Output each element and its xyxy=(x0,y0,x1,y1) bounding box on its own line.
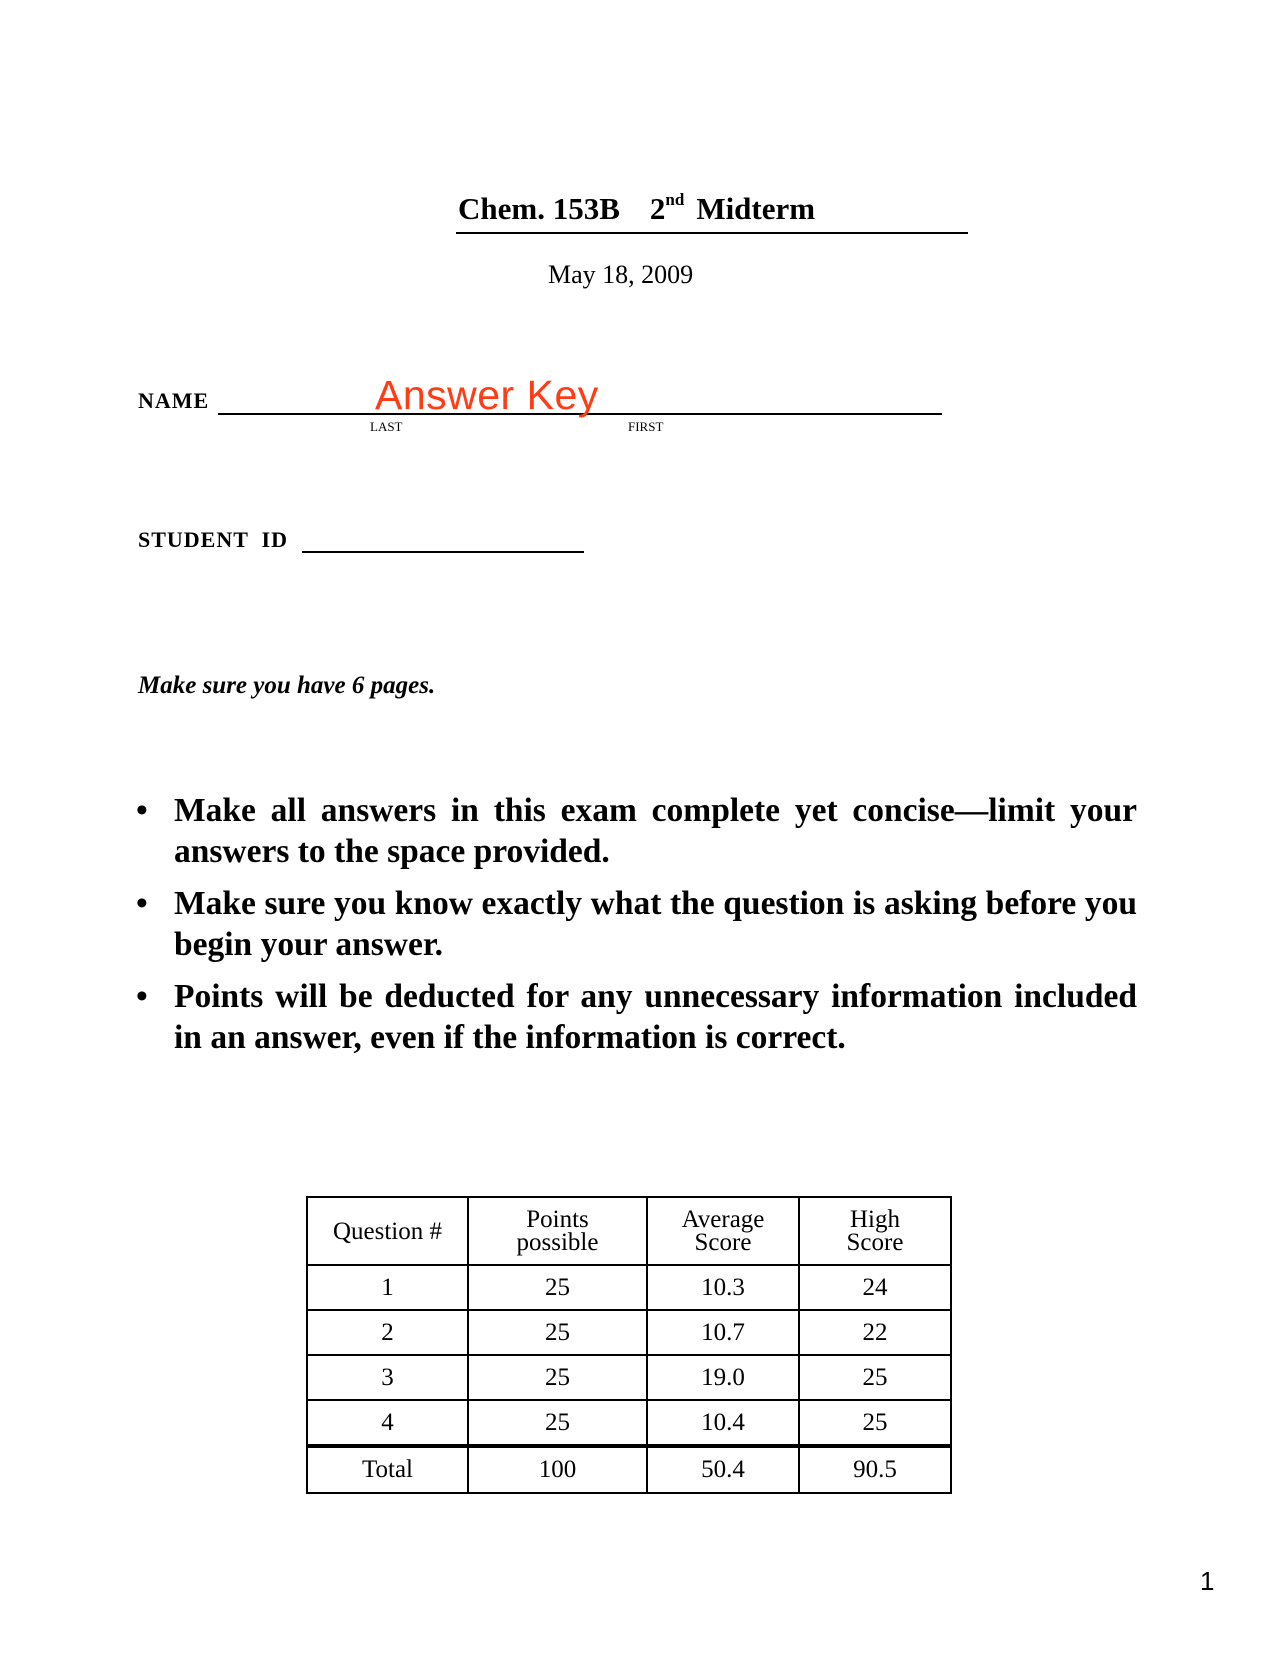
name-label: NAME xyxy=(138,388,210,413)
cell-total-average: 50.4 xyxy=(647,1446,799,1493)
exam-title xyxy=(456,190,968,234)
first-name-sublabel: FIRST xyxy=(628,419,664,434)
instruction-text: Make all answers in this exam complete yet concise—limit your answers to the space provided. xyxy=(174,792,1137,870)
cell-points: 25 xyxy=(468,1265,647,1310)
ordinal-number: 2 xyxy=(649,191,666,226)
header-high-line2: Score xyxy=(846,1229,904,1256)
cell-total-points: 100 xyxy=(468,1446,647,1493)
bullet-icon: • xyxy=(136,978,148,1015)
score-table xyxy=(306,1196,952,1494)
instructions-list xyxy=(132,790,1137,1069)
cell-average: 19.0 xyxy=(647,1355,799,1400)
cell-high: 22 xyxy=(799,1310,951,1355)
cell-high: 25 xyxy=(799,1400,951,1446)
table-row xyxy=(307,1400,951,1446)
header-average xyxy=(647,1197,799,1265)
cell-average: 10.4 xyxy=(647,1400,799,1446)
list-item xyxy=(132,790,1137,872)
table-header-row xyxy=(307,1197,951,1265)
table-row xyxy=(307,1265,951,1310)
list-item xyxy=(132,883,1137,965)
last-name-sublabel: LAST xyxy=(370,419,403,434)
pages-note: Make sure you have 6 pages. xyxy=(138,672,436,699)
instruction-text: Points will be deducted for any unnecessary information included in an answer, even if the information is correct. xyxy=(174,978,1137,1056)
header-high-line1: High xyxy=(850,1206,900,1233)
table-row xyxy=(307,1355,951,1400)
instruction-text: Make sure you know exactly what the question is asking before you begin your answer. xyxy=(174,885,1137,963)
cell-high: 24 xyxy=(799,1265,951,1310)
exam-type: Midterm xyxy=(696,191,816,226)
header-average-line2: Score xyxy=(694,1229,752,1256)
cell-points: 25 xyxy=(468,1400,647,1446)
cell-high: 25 xyxy=(799,1355,951,1400)
cell-points: 25 xyxy=(468,1310,647,1355)
cell-total-high: 90.5 xyxy=(799,1446,951,1493)
cell-question: 1 xyxy=(307,1265,468,1310)
header-points-line1: Points xyxy=(526,1206,589,1233)
header-high xyxy=(799,1197,951,1265)
cell-question: 2 xyxy=(307,1310,468,1355)
exam-date: May 18, 2009 xyxy=(548,260,694,289)
header-points xyxy=(468,1197,647,1265)
student-id-field[interactable] xyxy=(302,551,584,553)
header-average-line1: Average xyxy=(681,1206,765,1233)
header-points-line2: possible xyxy=(516,1229,599,1256)
table-row xyxy=(307,1310,951,1355)
course-name: Chem. 153B xyxy=(458,191,620,226)
bullet-icon: • xyxy=(136,885,148,922)
name-value-handwritten: Answer Key xyxy=(375,372,599,418)
page-number: 1 xyxy=(1200,1566,1215,1596)
header-question: Question # xyxy=(307,1197,468,1265)
cell-total-label: Total xyxy=(307,1446,468,1493)
exam-ordinal xyxy=(650,191,684,226)
cell-question: 4 xyxy=(307,1400,468,1446)
cell-points: 25 xyxy=(468,1355,647,1400)
cell-average: 10.3 xyxy=(647,1265,799,1310)
table-total-row xyxy=(307,1446,951,1493)
cell-average: 10.7 xyxy=(647,1310,799,1355)
student-id-label: STUDENT ID xyxy=(138,527,288,552)
ordinal-suffix: nd xyxy=(665,190,685,209)
bullet-icon: • xyxy=(136,792,148,829)
cell-question: 3 xyxy=(307,1355,468,1400)
list-item xyxy=(132,976,1137,1058)
